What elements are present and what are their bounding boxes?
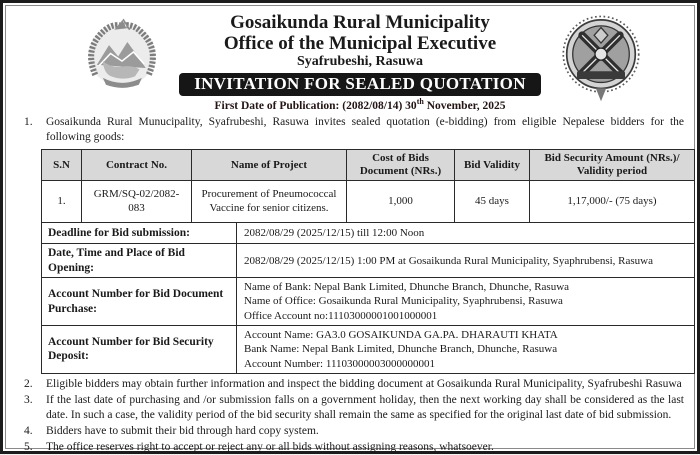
col-header-project-name: Name of Project xyxy=(192,149,347,180)
condition-item xyxy=(16,440,684,455)
detail-row-deadline xyxy=(42,223,695,244)
col-header-sn: S.N xyxy=(42,149,82,180)
condition-item xyxy=(16,393,684,423)
intro-clause-text: Gosaikunda Rural Munucipality, Syafrubeshi, Rasuwa invites sealed quotation (e-bidding) from eligible Nepalese bidders for the following goods: xyxy=(46,115,684,145)
bid-sn: 1. xyxy=(42,181,82,223)
detail-value-line: Bank Name: Nepal Bank Limited, Dhunche Branch, Dhunche, Rasuwa xyxy=(244,342,690,356)
detail-value-line: 2082/08/29 (2025/12/15) till 12:00 Noon xyxy=(244,226,690,240)
intro-clause xyxy=(16,115,684,145)
publication-date-suffix: November, 2025 xyxy=(424,100,506,112)
letterhead xyxy=(16,11,684,113)
intro-clause-number: 1. xyxy=(24,115,46,145)
nepal-emblem-logo xyxy=(80,15,164,95)
bid-project-name: Procurement of Pneumococcal Vaccine for senior citizens. xyxy=(192,181,347,223)
detail-value-cell xyxy=(237,278,695,326)
detail-value-line: Account Name: GA3.0 GOSAIKUNDA GA.PA. DHARAUTI KHATA xyxy=(244,328,690,342)
condition-number: 2. xyxy=(24,377,46,392)
municipality-name: Gosaikunda Rural Municipality xyxy=(164,13,556,34)
office-name: Office of the Municipal Executive xyxy=(164,34,556,55)
condition-text: Bidders have to submit their bid through hard copy system. xyxy=(46,424,684,439)
condition-text: Eligible bidders may obtain further information and inspect the bidding document at Gosaikunda Rural Municipality, Syafrubeshi Rasuwa xyxy=(46,377,684,392)
publication-date-prefix: First Date of Publication: (2082/08/14) 30 xyxy=(215,100,417,112)
detail-label: Date, Time and Place of Bid Opening: xyxy=(42,244,237,278)
detail-row-security-deposit-account xyxy=(42,325,695,373)
detail-label: Account Number for Bid Security Deposit: xyxy=(42,325,237,373)
detail-row-document-purchase-account xyxy=(42,278,695,326)
banner-row xyxy=(164,70,556,98)
publication-date-ordinal: th xyxy=(417,97,424,106)
invitation-banner: INVITATION FOR SEALED QUOTATION xyxy=(179,73,541,96)
col-header-contract-no: Contract No. xyxy=(82,149,192,180)
detail-value-line: 2082/08/29 (2025/12/15) 1:00 PM at Gosaikunda Rural Municipality, Syaphrubensi, Rasuwa xyxy=(244,254,690,268)
detail-value-line: Name of Bank: Nepal Bank Limited, Dhunche Branch, Dhunche, Rasuwa xyxy=(244,280,690,294)
condition-number: 4. xyxy=(24,424,46,439)
col-header-bid-validity: Bid Validity xyxy=(455,149,530,180)
publication-date xyxy=(164,98,556,112)
bid-table-header-row xyxy=(42,149,695,180)
bid-table xyxy=(41,149,695,223)
detail-row-bid-opening xyxy=(42,244,695,278)
detail-value-line: Name of Office: Gosaikunda Rural Municipality, Syaphrubensi, Rasuwa xyxy=(244,294,690,308)
bid-validity: 45 days xyxy=(455,181,530,223)
document-inner-frame xyxy=(5,5,695,449)
condition-item xyxy=(16,424,684,439)
col-header-bid-doc-cost: Cost of Bids Document (NRs.) xyxy=(347,149,455,180)
condition-number: 3. xyxy=(24,393,46,423)
bid-details-table xyxy=(41,222,695,374)
bid-table-row xyxy=(42,181,695,223)
condition-item xyxy=(16,377,684,392)
bid-security-amount: 1,17,000/- (75 days) xyxy=(530,181,695,223)
condition-number: 5. xyxy=(24,440,46,455)
letterhead-text xyxy=(164,13,556,113)
detail-value-cell xyxy=(237,325,695,373)
bid-contract-no: GRM/SQ-02/2082-083 xyxy=(82,181,192,223)
condition-text: The office reserves right to accept or reject any or all bids without assigning reasons, whatsoever. xyxy=(46,440,684,455)
detail-value-cell xyxy=(237,223,695,244)
municipality-seal-logo xyxy=(556,13,646,103)
detail-value-line: Office Account no:11103000001001000001 xyxy=(244,309,690,323)
bid-doc-cost: 1,000 xyxy=(347,181,455,223)
detail-label: Account Number for Bid Document Purchase: xyxy=(42,278,237,326)
condition-text: If the last date of purchasing and /or submission falls on a government holiday, then the next working day shall be considered as the last date. In such a case, the validity period of the bid security shall remain the same as specified for the original last date of bid submission. xyxy=(46,393,684,423)
detail-value-cell xyxy=(237,244,695,278)
detail-label: Deadline for Bid submission: xyxy=(42,223,237,244)
conditions-list xyxy=(16,377,684,455)
detail-value-line: Account Number: 11103000003000000001 xyxy=(244,357,690,371)
office-location: Syafrubeshi, Rasuwa xyxy=(164,54,556,70)
col-header-bid-security: Bid Security Amount (NRs.)/ Validity period xyxy=(530,149,695,180)
